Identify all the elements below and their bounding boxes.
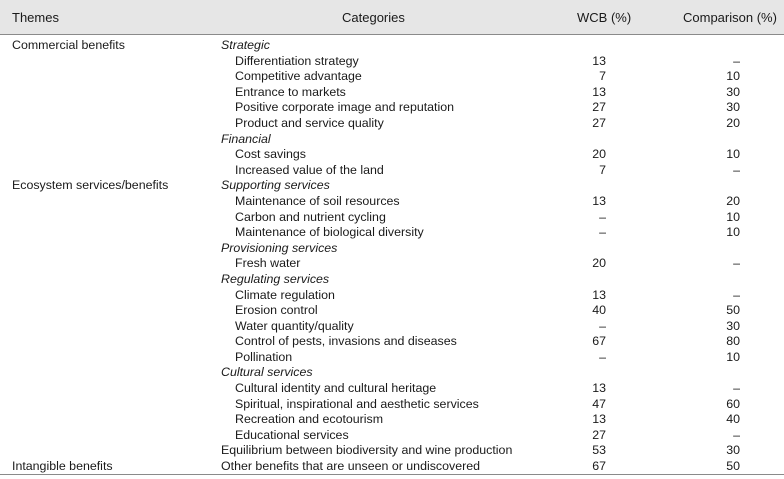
cell-category: Competitive advantage [235, 69, 362, 84]
cell-category: Water quantity/quality [235, 318, 354, 333]
table-row [0, 85, 784, 101]
cell-comparison: 30 [726, 100, 740, 115]
cell-category: Positive corporate image and reputation [235, 100, 455, 115]
cell-wcb: – [599, 225, 606, 240]
cell-wcb: 13 [592, 84, 606, 99]
header-categories: Categories [342, 10, 405, 25]
cell-wcb: 27 [592, 100, 606, 115]
cell-category: Product and service quality [235, 115, 384, 130]
cell-wcb: 47 [592, 396, 606, 411]
cell-wcb: – [599, 349, 606, 364]
cell-category: Spiritual, inspirational and aesthetic services [235, 396, 479, 411]
table-body [0, 38, 784, 475]
cell-comparison: – [733, 287, 740, 302]
cell-comparison: 50 [726, 459, 740, 474]
cell-theme: Ecosystem services/benefits [12, 178, 169, 193]
cell-comparison: 10 [726, 69, 740, 84]
cell-comparison: 80 [726, 334, 740, 349]
cell-wcb: 27 [592, 115, 606, 130]
table-row [0, 303, 784, 319]
cell-wcb: 27 [592, 427, 606, 442]
table-row [0, 194, 784, 210]
cell-theme: Commercial benefits [12, 38, 125, 52]
table-row [0, 334, 784, 350]
table-row [0, 163, 784, 179]
cell-comparison: – [733, 427, 740, 442]
cell-wcb: – [599, 318, 606, 333]
cell-category: Climate regulation [235, 287, 335, 302]
cell-wcb: 7 [599, 69, 606, 84]
cell-wcb: 20 [592, 147, 606, 162]
table-row [0, 319, 784, 335]
cell-wcb: – [599, 209, 606, 224]
table-row [0, 365, 784, 381]
cell-category: Other benefits that are unseen or undiscovered [221, 459, 480, 474]
cell-category: Cost savings [235, 147, 306, 162]
cell-comparison: – [733, 256, 740, 271]
table-row [0, 459, 784, 475]
bottom-rule [0, 474, 784, 475]
cell-category-group: Cultural services [221, 365, 313, 380]
table-row [0, 381, 784, 397]
table-row [0, 397, 784, 413]
table-row [0, 116, 784, 132]
cell-comparison: 10 [726, 209, 740, 224]
cell-wcb: 40 [592, 303, 606, 318]
cell-comparison: 30 [726, 443, 740, 458]
table-header [0, 0, 784, 35]
cell-category-group: Strategic [221, 38, 270, 52]
header-themes: Themes [12, 10, 59, 25]
cell-category: Fresh water [235, 256, 301, 271]
cell-category-group: Regulating services [221, 271, 330, 286]
header-comparison: Comparison (%) [683, 10, 777, 25]
cell-category-group: Supporting services [221, 178, 330, 193]
table-row [0, 38, 784, 54]
cell-wcb: 13 [592, 287, 606, 302]
cell-wcb: 53 [592, 443, 606, 458]
table-row [0, 412, 784, 428]
cell-category: Recreation and ecotourism [235, 412, 384, 427]
cell-category-group: Financial [221, 131, 271, 146]
cell-theme: Intangible benefits [12, 459, 113, 474]
cell-category: Educational services [235, 427, 349, 442]
table-row [0, 147, 784, 163]
cell-wcb: 67 [592, 459, 606, 474]
table-row [0, 69, 784, 85]
cell-comparison: 50 [726, 303, 740, 318]
table-row [0, 178, 784, 194]
cell-category: Equilibrium between biodiversity and wine production [221, 443, 513, 458]
cell-category-group: Provisioning services [221, 240, 338, 255]
cell-wcb: 13 [592, 53, 606, 68]
cell-category: Control of pests, invasions and diseases [235, 334, 457, 349]
cell-category: Pollination [235, 349, 293, 364]
table-row [0, 443, 784, 459]
cell-wcb: 7 [599, 162, 606, 177]
cell-category: Erosion control [235, 303, 318, 318]
cell-category: Increased value of the land [235, 162, 384, 177]
cell-category: Carbon and nutrient cycling [235, 209, 386, 224]
cell-comparison: 20 [726, 193, 740, 208]
table-row [0, 210, 784, 226]
cell-comparison: 30 [726, 84, 740, 99]
cell-comparison: – [733, 162, 740, 177]
cell-wcb: 20 [592, 256, 606, 271]
cell-category: Maintenance of soil resources [235, 193, 400, 208]
table-row [0, 288, 784, 304]
cell-wcb: 13 [592, 381, 606, 396]
cell-comparison: 10 [726, 349, 740, 364]
cell-comparison: 60 [726, 396, 740, 411]
cell-comparison: – [733, 381, 740, 396]
cell-wcb: 13 [592, 412, 606, 427]
cell-comparison: – [733, 53, 740, 68]
table-row [0, 132, 784, 148]
table-row [0, 225, 784, 241]
cell-comparison: 20 [726, 115, 740, 130]
cell-comparison: 30 [726, 318, 740, 333]
cell-category: Cultural identity and cultural heritage [235, 381, 437, 396]
table-row [0, 54, 784, 70]
cell-comparison: 40 [726, 412, 740, 427]
cell-category: Entrance to markets [235, 84, 346, 99]
cell-wcb: 67 [592, 334, 606, 349]
header-wcb: WCB (%) [577, 10, 632, 25]
cell-category: Differentiation strategy [235, 53, 359, 68]
table-row [0, 241, 784, 257]
cell-comparison: 10 [726, 225, 740, 240]
table-row [0, 272, 784, 288]
table-row [0, 256, 784, 272]
cell-category: Maintenance of biological diversity [235, 225, 424, 240]
cell-comparison: 10 [726, 147, 740, 162]
table-row [0, 428, 784, 444]
table-row [0, 350, 784, 366]
cell-wcb: 13 [592, 193, 606, 208]
table-row [0, 100, 784, 116]
